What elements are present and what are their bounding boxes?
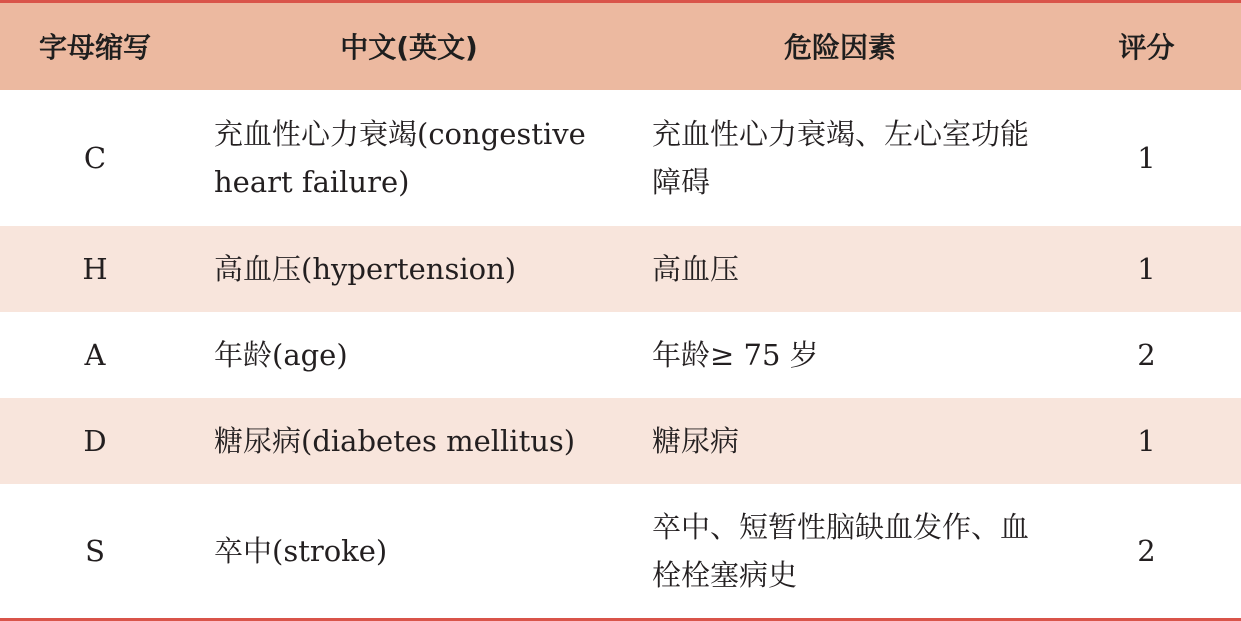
- abbreviation-cell: D: [83, 423, 107, 458]
- table-header: [0, 2, 1241, 90]
- table-row: [0, 90, 1241, 226]
- table-row: [0, 226, 1241, 312]
- name-cell: 卒中(stroke): [190, 484, 628, 620]
- table-body: [0, 90, 1241, 620]
- score-cell: 1: [1137, 423, 1156, 458]
- score-cell: 1: [1137, 140, 1156, 175]
- header-name: 中文(英文): [190, 2, 628, 90]
- name-cell: 充血性心力衰竭(congestive heart failure): [214, 116, 586, 199]
- abbreviation-cell: S: [0, 484, 190, 620]
- table-row: [0, 484, 1241, 620]
- name-cell: 年龄(age): [214, 337, 348, 372]
- score-cell: 1: [1137, 251, 1156, 286]
- header-abbreviation: 字母缩写: [0, 2, 190, 90]
- risk-factor-cell: 年龄≥ 75 岁: [652, 337, 819, 372]
- risk-factor-cell: 卒中、短暂性脑缺血发作、血栓栓塞病史: [628, 484, 1052, 620]
- score-cell: 2: [1137, 337, 1156, 372]
- table-row: [0, 398, 1241, 484]
- header-score: 评分: [1052, 2, 1241, 90]
- abbreviation-cell: H: [82, 251, 108, 286]
- score-cell: 2: [1052, 484, 1241, 620]
- header-row: [0, 2, 1241, 90]
- name-cell: 高血压(hypertension): [214, 251, 517, 286]
- name-cell: 糖尿病(diabetes mellitus): [214, 423, 576, 458]
- risk-factor-cell: 糖尿病: [652, 423, 740, 458]
- table-row: [0, 312, 1241, 398]
- risk-factor-cell: 高血压: [652, 251, 740, 286]
- abbreviation-cell: A: [84, 337, 106, 372]
- abbreviation-cell: C: [83, 140, 107, 175]
- risk-factor-cell: 充血性心力衰竭、左心室功能障碍: [652, 116, 1030, 199]
- header-risk-factor: 危险因素: [628, 2, 1052, 90]
